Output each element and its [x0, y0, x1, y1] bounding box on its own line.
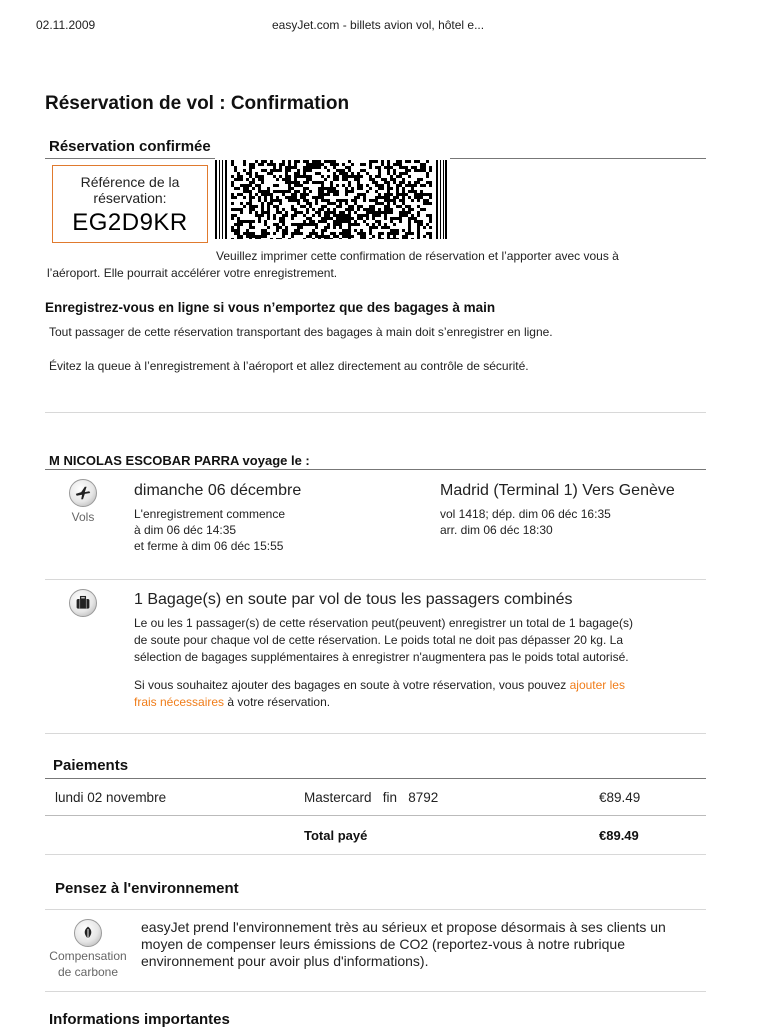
add-fees-link[interactable]: ajouter les [569, 678, 625, 692]
baggage-title: 1 Bagage(s) en soute par vol de tous les passagers combinés [134, 591, 573, 608]
page-title: Réservation de vol : Confirmation [45, 93, 350, 114]
payment-date: lundi 02 novembre [55, 790, 167, 805]
payments-title: Paiements [53, 757, 129, 774]
divider [45, 579, 706, 580]
print-date: 02.11.2009 [36, 18, 96, 32]
total-paid-label: Total payé [304, 828, 368, 843]
online-checkin-text: Tout passager de cette réservation transportant des bagages à main doit s’enregistrer en ligne. [49, 325, 553, 339]
flight-arrival: arr. dim 06 déc 18:30 [440, 523, 553, 537]
divider [45, 991, 706, 992]
checkin-closes: et ferme à dim 06 déc 15:55 [134, 539, 284, 553]
print-note-continued: l’aéroport. Elle pourrait accélérer votre enregistrement. [47, 266, 338, 280]
carbon-offset-caption: de carbone [57, 965, 119, 979]
section-divider [45, 469, 706, 470]
confirmation-section-title: Réservation confirmée [49, 138, 211, 155]
environment-text: moyen de compenser leurs émissions de CO2 (reportez-vous à notre rubrique [141, 936, 626, 952]
plane-icon [69, 479, 97, 507]
barcode-image [215, 160, 447, 239]
checkin-opens-time: à dim 06 déc 14:35 [134, 523, 237, 537]
booking-reference-label: Référence de la réservation: [80, 174, 180, 206]
divider [45, 412, 706, 413]
environment-title: Pensez à l'environnement [55, 880, 239, 897]
section-divider [45, 778, 706, 779]
add-baggage-text-continued [134, 694, 330, 710]
suitcase-icon [69, 589, 97, 617]
baggage-text: sélection de bagages supplémentaires à enregistrer n'augmentera pas le poids total autorisé. [134, 650, 629, 664]
environment-text: easyJet prend l'environnement très au sérieux et propose désormais à ses clients un [141, 919, 666, 935]
total-paid-amount: €89.49 [599, 828, 639, 843]
divider [45, 909, 706, 910]
booking-reference-box [52, 165, 208, 243]
payment-amount: €89.49 [599, 790, 641, 805]
add-fees-link-continued[interactable]: frais nécessaires [134, 695, 225, 709]
flight-date: dimanche 06 décembre [134, 482, 302, 499]
section-divider [45, 158, 215, 159]
divider [45, 854, 706, 855]
booking-reference-code: EG2D9KR [72, 209, 188, 236]
divider [45, 815, 706, 816]
carbon-offset-caption: Compensation [49, 949, 127, 963]
add-baggage-text-prefix: Si vous souhaitez ajouter des bagages en soute à votre réservation, vous pouvez [134, 678, 570, 692]
environment-text: environnement pour avoir plus d'informations). [141, 953, 429, 969]
baggage-text: Le ou les 1 passager(s) de cette réservation peut(peuvent) enregistrer un total de 1 bagage(s) [134, 616, 633, 630]
checkin-opens: L'enregistrement commence [134, 507, 286, 521]
payment-card: Mastercard fin 8792 [304, 790, 439, 805]
important-info-title: Informations importantes [49, 1011, 230, 1028]
add-baggage-text-suffix: à votre réservation. [224, 695, 331, 709]
divider [45, 733, 706, 734]
online-checkin-text: Évitez la queue à l’enregistrement à l’aéroport et allez directement au contrôle de sécurité. [49, 359, 529, 373]
add-baggage-text [134, 677, 625, 693]
flights-caption: Vols [71, 510, 95, 524]
baggage-text: de soute pour chaque vol de cette réservation. Le poids total ne doit pas dépasser 20 kg. La [134, 633, 623, 647]
online-checkin-title: Enregistrez-vous en ligne si vous n’emportez que des bagages à main [45, 300, 496, 315]
print-note: Veuillez imprimer cette confirmation de réservation et l’apporter avec vous à [216, 249, 619, 263]
leaf-icon [74, 919, 102, 947]
passenger-title: M NICOLAS ESCOBAR PARRA voyage le : [49, 453, 310, 468]
section-divider [450, 158, 706, 159]
print-page-title: easyJet.com - billets avion vol, hôtel e... [272, 18, 485, 32]
flight-route: Madrid (Terminal 1) Vers Genève [440, 482, 675, 499]
flight-departure: vol 1418; dép. dim 06 déc 16:35 [440, 507, 611, 521]
